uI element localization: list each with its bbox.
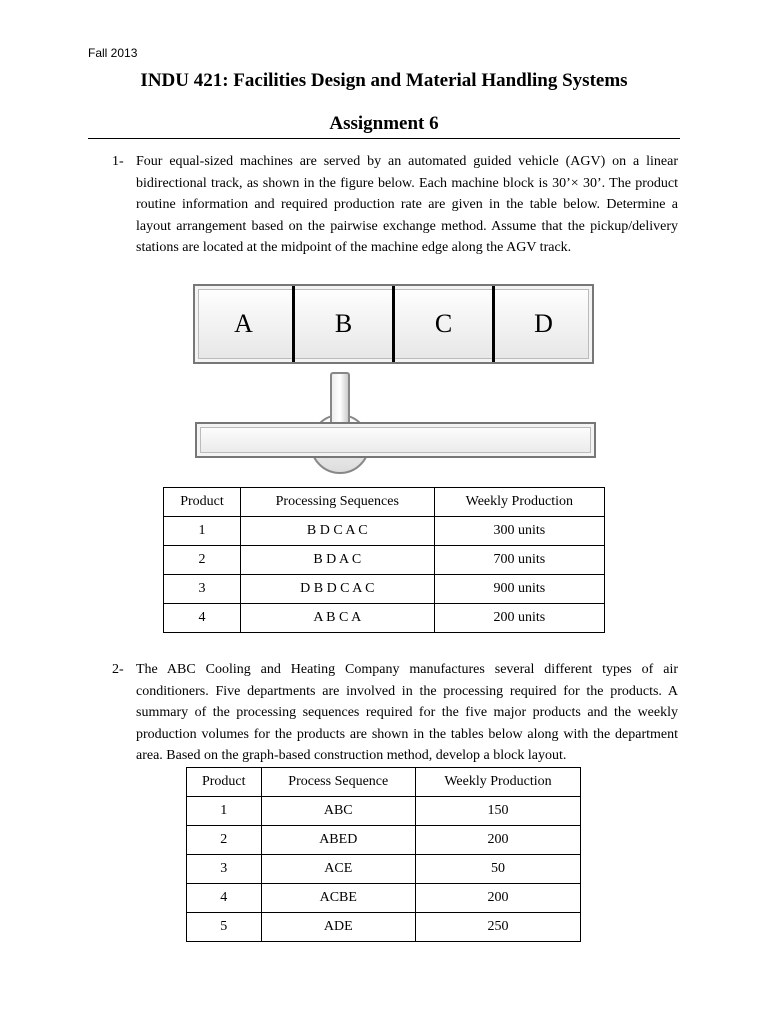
table-cell: B D A C bbox=[240, 546, 434, 575]
header-divider bbox=[88, 138, 680, 139]
question-1-table bbox=[163, 487, 605, 633]
table-cell: 900 units bbox=[434, 575, 604, 604]
question-2 bbox=[112, 659, 678, 767]
table-cell: 150 bbox=[415, 797, 580, 826]
table-cell: ADE bbox=[261, 913, 415, 942]
machine-row bbox=[193, 284, 594, 364]
table-header-cell: Product bbox=[187, 768, 262, 797]
machine-block-d: D bbox=[534, 309, 553, 338]
table-header-cell: Processing Sequences bbox=[240, 488, 434, 517]
question-2-number: 2- bbox=[112, 662, 124, 677]
table-row bbox=[164, 546, 605, 575]
table-header-cell: Product bbox=[164, 488, 241, 517]
table-cell: A B C A bbox=[240, 604, 434, 633]
table-cell: 200 bbox=[415, 826, 580, 855]
table-header-cell: Weekly Production bbox=[415, 768, 580, 797]
agv-track bbox=[195, 422, 596, 458]
table-cell: 4 bbox=[187, 884, 262, 913]
question-1 bbox=[112, 151, 678, 259]
question-1-number: 1- bbox=[112, 154, 124, 169]
table-header-row bbox=[187, 768, 581, 797]
table-cell: ACBE bbox=[261, 884, 415, 913]
assignment-title: Assignment 6 bbox=[329, 113, 439, 134]
table-cell: 1 bbox=[187, 797, 262, 826]
table-cell: ACE bbox=[261, 855, 415, 884]
table-row bbox=[164, 575, 605, 604]
table-cell: 2 bbox=[164, 546, 241, 575]
table-cell: ABED bbox=[261, 826, 415, 855]
table-cell: 3 bbox=[187, 855, 262, 884]
course-title: INDU 421: Facilities Design and Material Handling Systems bbox=[140, 70, 628, 91]
table-cell: 2 bbox=[187, 826, 262, 855]
table-cell: 300 units bbox=[434, 517, 604, 546]
table-cell: 200 units bbox=[434, 604, 604, 633]
table-row bbox=[164, 604, 605, 633]
agv-figure bbox=[193, 284, 598, 479]
machine-block-a: A bbox=[195, 286, 295, 362]
table-cell: D B D C A C bbox=[240, 575, 434, 604]
machine-block-c: C bbox=[395, 286, 495, 362]
table-row bbox=[164, 517, 605, 546]
table-cell: 250 bbox=[415, 913, 580, 942]
table-cell: 700 units bbox=[434, 546, 604, 575]
table-row bbox=[187, 855, 581, 884]
question-1-text: Four equal-sized machines are served by an automated guided vehicle (AGV) on a linear bidirectional track, as shown in the figure below. Each machine block is 30’× 30’. The product routine information and required production rate are given in the table below. Determine a layout arrangement based on the pairwise exchange method. Assume that the pickup/delivery stations are located at the midpoint of the machine edge along the AGV track. bbox=[136, 154, 678, 255]
semester-label: Fall 2013 bbox=[88, 46, 138, 60]
table-cell: 4 bbox=[164, 604, 241, 633]
question-2-table bbox=[186, 767, 581, 942]
table-cell: 50 bbox=[415, 855, 580, 884]
table-cell: 200 bbox=[415, 884, 580, 913]
table-header-row bbox=[164, 488, 605, 517]
table-cell: 1 bbox=[164, 517, 241, 546]
table-row bbox=[187, 913, 581, 942]
table-cell: ABC bbox=[261, 797, 415, 826]
table-header-cell: Process Sequence bbox=[261, 768, 415, 797]
table-row bbox=[187, 797, 581, 826]
table-cell: 3 bbox=[164, 575, 241, 604]
table-header-cell: Weekly Production bbox=[434, 488, 604, 517]
table-cell: 5 bbox=[187, 913, 262, 942]
question-2-text: The ABC Cooling and Heating Company manufactures several different types of air conditioners. Five departments are involved in the processing required for the products. A summary of the processing sequences required for the five major products and the weekly production volumes for the products are shown in the tables below along with the department area. Based on the graph-based construction method, develop a block layout. bbox=[136, 662, 678, 763]
machine-block-b: B bbox=[295, 286, 395, 362]
table-row bbox=[187, 884, 581, 913]
table-cell: B D C A C bbox=[240, 517, 434, 546]
table-row bbox=[187, 826, 581, 855]
